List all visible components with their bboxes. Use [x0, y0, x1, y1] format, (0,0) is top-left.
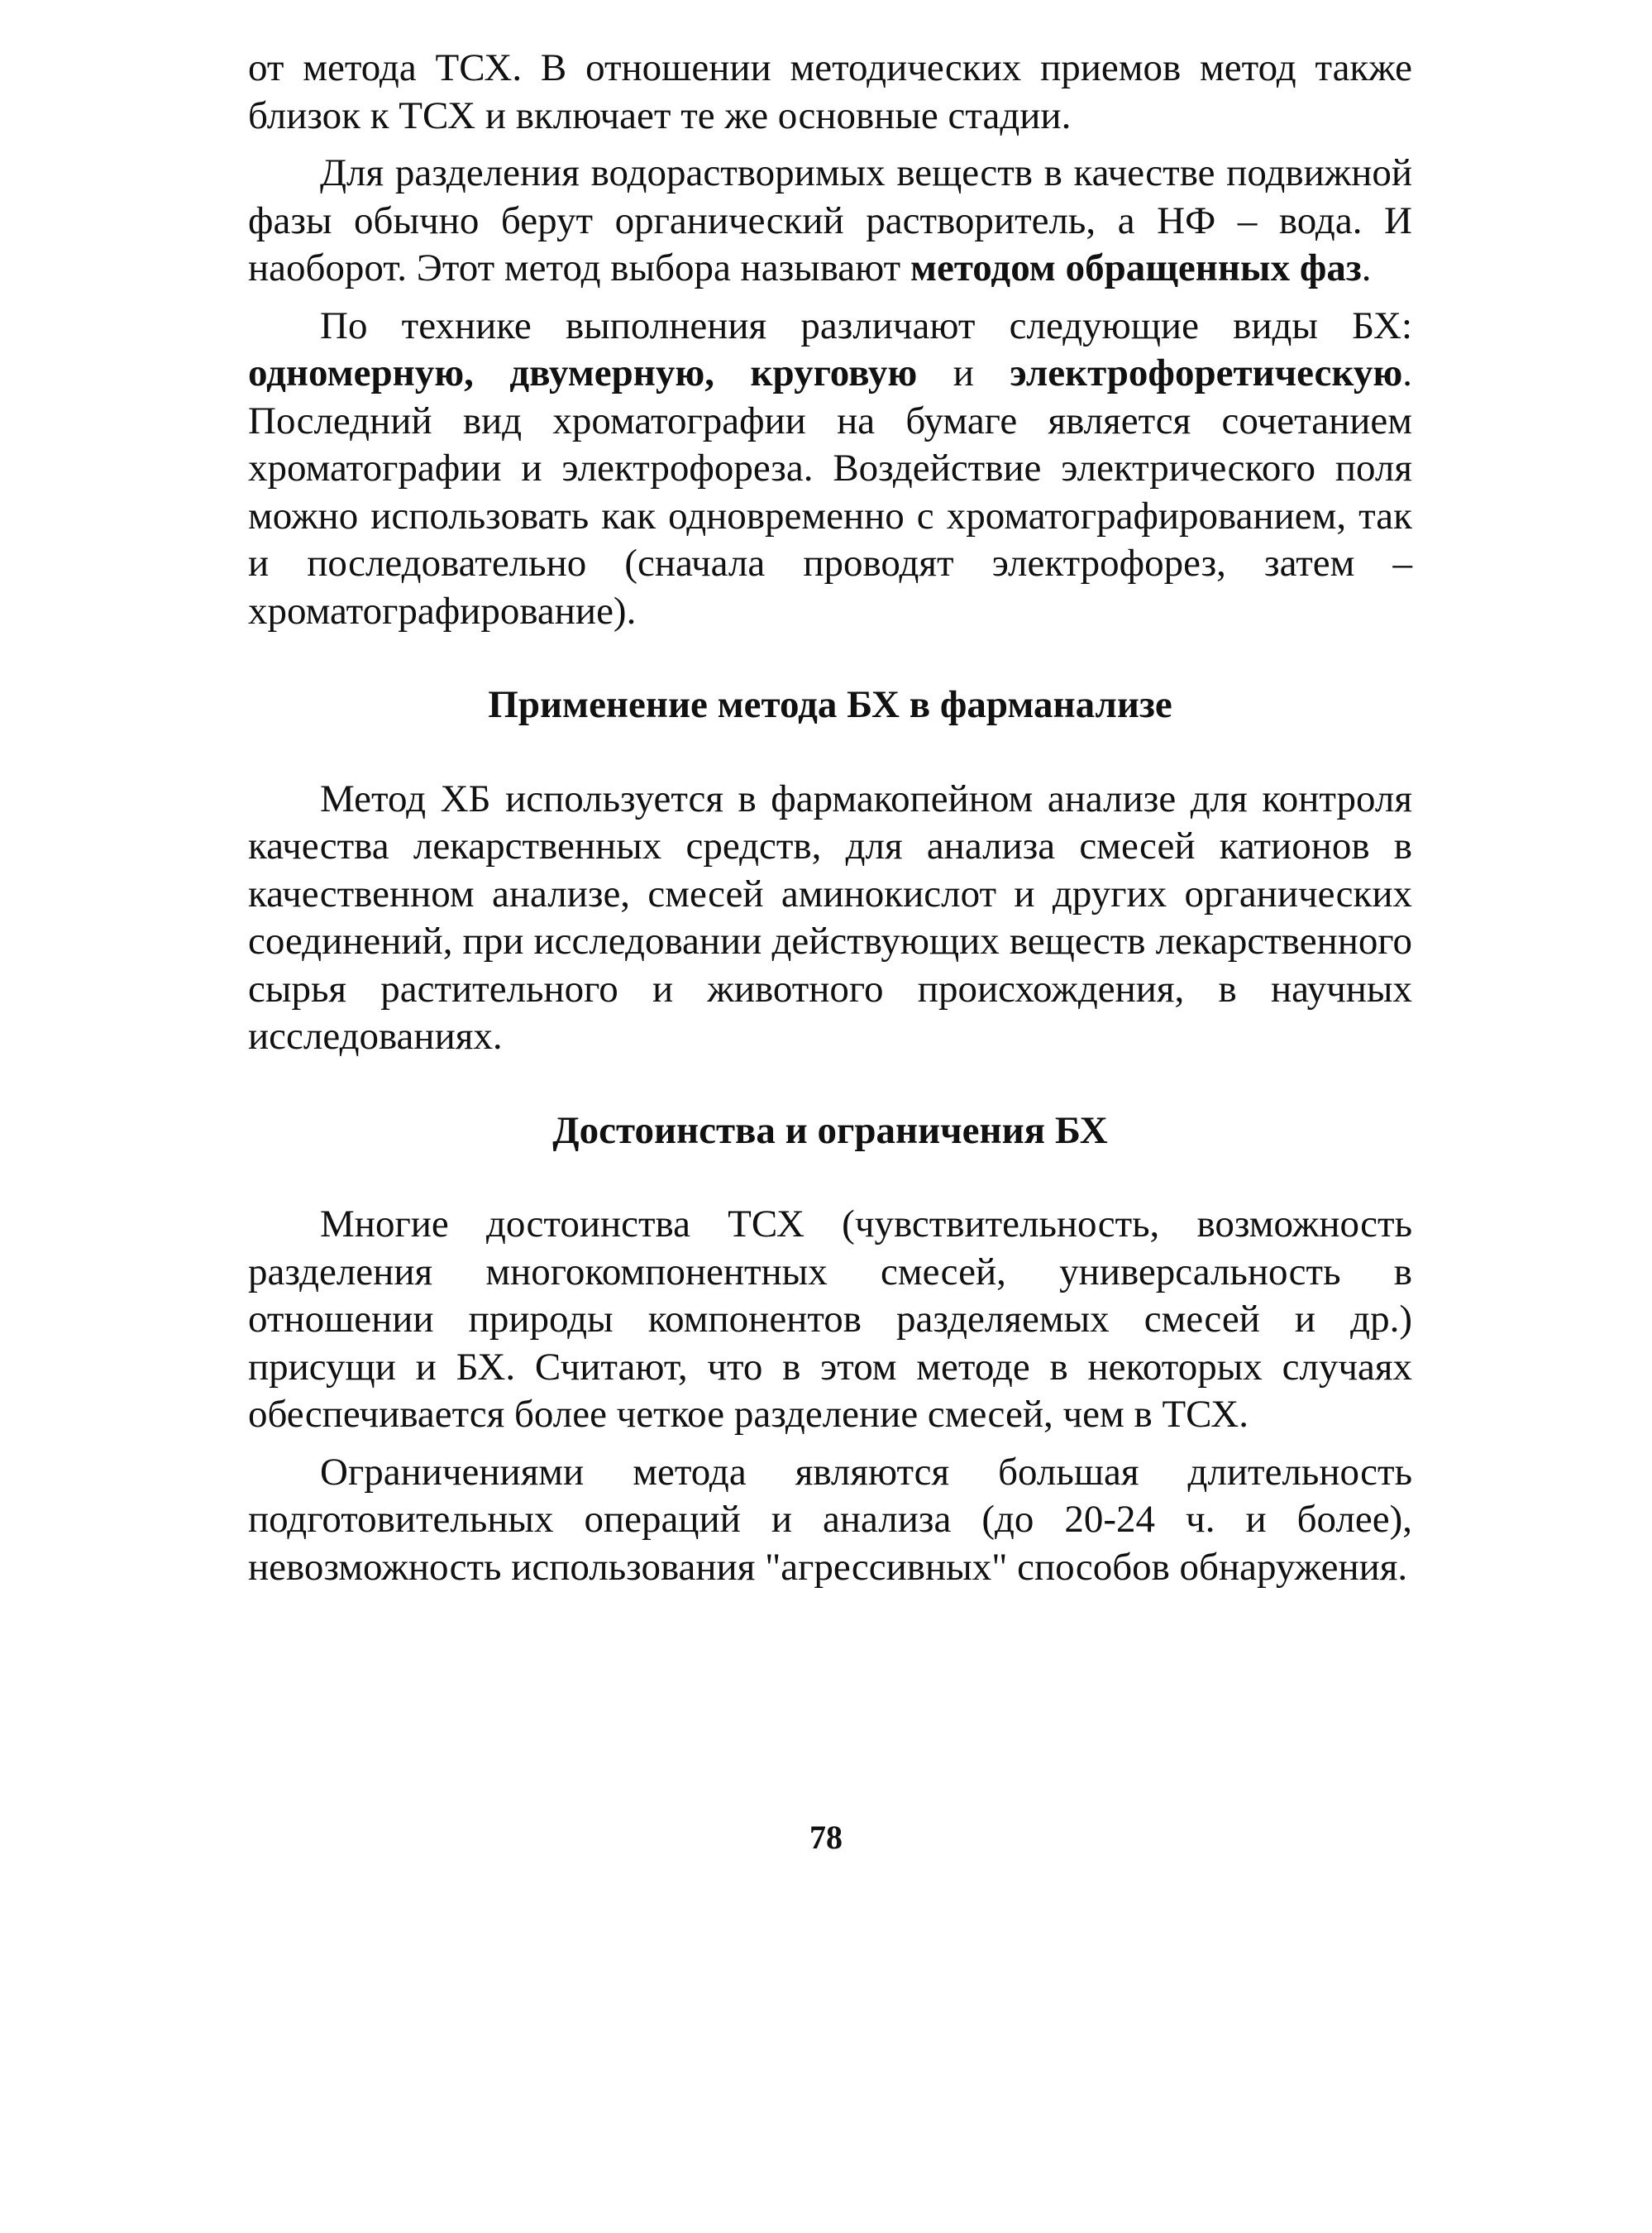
paragraph-text: и — [917, 351, 1010, 394]
paragraph-text: . Последний вид хроматографии на бумаге является сочетанием хроматографии и электрофореза. Воздействие электрического поля можно использовать как одновременно с хроматографированием, так и последовательно (сначала проводят электрофорез, затем – хроматографирование). — [248, 351, 1412, 633]
section-heading-advantages: Достоинства и ограничения БХ — [552, 1108, 1108, 1152]
section-heading-application: Применение метода БХ в фарманализе — [488, 683, 1172, 726]
page-body — [248, 45, 1412, 1601]
paragraph-technique-types — [248, 303, 1412, 636]
bold-term-types: одномерную, двумерную, круговую — [248, 351, 918, 394]
bold-term-reversed-phase: методом обращенных фаз — [910, 246, 1362, 289]
paragraph-advantages: Многие достоинства ТСХ (чувствительность, возможность разделения многокомпонентных смесей, универсальность в отношении природы компонентов разделяемых смесей и др.) присущи и БХ. Считают, что в этом методе в некоторых случаях обеспечивается более четкое разделение смесей, чем в ТСХ. — [248, 1203, 1412, 1436]
paragraph-continuation: от метода ТСХ. В отношении методических приемов метод также близок к ТСХ и включает те же основные стадии. — [248, 46, 1412, 137]
paragraph-text: По технике выполнения различают следующие виды БХ: — [320, 304, 1412, 347]
paragraph-mobile-phase — [248, 150, 1412, 293]
paragraph-text: . — [1361, 246, 1372, 289]
page-number: 78 — [809, 1819, 843, 1856]
paragraph-text: Для разделения водорастворимых веществ в качестве подвижной фазы обычно берут органический растворитель, а НФ – вода. И наоборот. Этот метод выбора называют — [248, 151, 1412, 289]
bold-term-electrophoretic: электрофоретическую — [1010, 351, 1403, 394]
paragraph-limitations: Ограничениями метода являются большая длительность подготовительных операций и анализа (до 20-24 ч. и более), невозможность использования "агрессивных" способов обнаружения. — [248, 1450, 1412, 1589]
paragraph-application: Метод ХБ используется в фармакопейном анализе для контроля качества лекарственных средств, для анализа смесей катионов в качественном анализе, смесей аминокислот и других органических соединений, при исследовании действующих веществ лекарственного сырья растительного и животного происхождения, в научных исследованиях. — [248, 777, 1412, 1058]
